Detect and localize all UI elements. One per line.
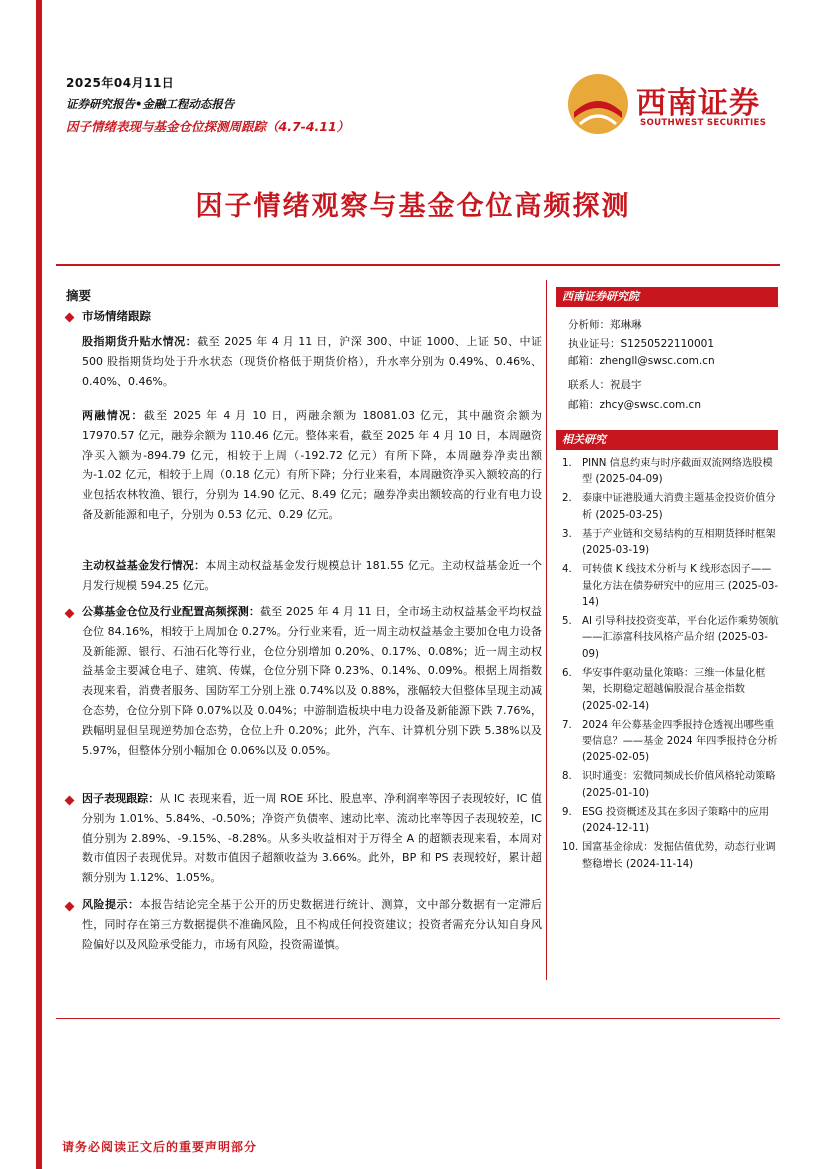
list-item[interactable]: 8. 识时通变：宏微同频成长价值风格轮动策略 (2025-01-10): [562, 771, 776, 799]
issuance-text: 本周主动权益基金发行规模总计 181.55 亿元。主动权益基金近一个月发行规模 594.25 亿元。: [82, 559, 543, 592]
position-label: 公募基金仓位及行业配置高频探测：: [82, 605, 261, 618]
factor-text: 从 IC 表现来看，近一周 ROE 环比、股息率、净利润率等因子表现较好，IC 值分别为 1.01%、5.84%、-0.50%；净资产负债率、速动比率、流动比率等因子表现较差，IC 值分别为 2.89%、-9.15%、-8.28%。从多头收益相对于万得全 A 的超额表现来看，本周对数市值因子表现优异。对数市值因子超额收益为 3.66%。此外，BP 和 PS 表现较好，累计超额分别为 1.12%、1.05%。: [82, 792, 542, 885]
list-item[interactable]: 5. AI 引导科技投资变革，平台化运作乘势领航——汇添富科技风格产品介绍 (2025-03-09): [562, 616, 779, 660]
factor-label: 因子表现跟踪：: [82, 792, 160, 805]
analyst-line: 分析师：郑琳琳: [568, 319, 642, 331]
position-text: 截至 2025 年 4 月 11 日，全市场主动权益基金平均权益仓位 84.16%，相较于上周加仓 0.27%。分行业来看，近一周主动权益基金主要加仓电力设备及新能源、银行、石油石化等行业，仓位分别增加 0.20%、0.17%、0.08%；近一周主动权益基金主要减仓电子、建筑、传媒，仓位分别下降 0.23%、0.14%、0.09%。根据上周指数表现来看，消费者服务、国防军工分别上涨 0.74%以及 0.88%，涨幅较大但整体呈现主动减仓态势，仓位分别下降 0.07%以及 0.04%；中游制造板块中电力设备及新能源下跌 7.76%，跌幅明显但呈现逆势加仓态势，仓位上升 0.20%；此外，汽车、计算机分别下跌 5.38%以及 5.97%，但整体分别小幅加仓 0.06%以及 0.05%。: [82, 605, 543, 757]
email1-link[interactable]: zhengll@swsc.com.cn: [599, 355, 715, 367]
southwest-securities-logo-icon: [566, 72, 630, 136]
list-item[interactable]: 3. 基于产业链和交易结构的互相期货择时框架 (2025-03-19): [562, 528, 776, 557]
footer-divider: [56, 1018, 780, 1019]
issuance-paragraph: [82, 556, 542, 596]
list-item[interactable]: 6. 华安事件驱动量化策略：三维一体量化框架，长期稳定超越偏股混合基金指数 (2025-02-14): [562, 667, 766, 712]
list-item[interactable]: 1. PINN 信息约束与时序截面双流网络选股模型 (2025-04-09): [562, 458, 773, 486]
futures-text: 截至 2025 年 4 月 11 日，沪深 300、中证 1000、上证 50、中证 500 股指期货均处于升水状态（现货价格低于期货价格），升水率分别为 0.49%、0.46%、0.40%、0.46%。: [82, 335, 543, 388]
title-divider: [56, 264, 780, 266]
bullet-icon: [65, 796, 75, 806]
report-date: 2025年04月11日: [66, 76, 175, 90]
list-item[interactable]: 9. ESG 投资概述及其在多因子策略中的应用 (2024-12-11): [562, 806, 770, 835]
list-item[interactable]: 7. 2024 年公募基金四季报持仓透视出哪些重要信息？——基金 2024 年四季报持仓分析 (2025-02-05): [562, 719, 778, 764]
page-title: 因子情绪观察与基金仓位高频探测: [195, 191, 631, 222]
margin-text: 截至 2025 年 4 月 10 日，两融余额为 18081.03 亿元，其中融资余额为 17970.57 亿元，融券余额为 110.46 亿元。整体来看，截至 2025 年 4 月 10 日，本周融资净买入额为-894.79 亿元，相较于上周（-192.72 亿元）有所下降，本周融券净卖出额为-1.02 亿元，相较于上周（0.18 亿元）有所下降；分行业来看，本周融资净买入额较高的行业包括农林牧渔、银行，分别为 14.90 亿元、8.49 亿元；融券净卖出额较高的行业有电力设备及新能源和电子，分别为 0.53 亿元、0.29 亿元。: [82, 409, 542, 521]
contact-line: 联系人：祝晨宇: [568, 379, 642, 391]
list-item[interactable]: 4. 可转债 K 线技术分析与 K 线形态因子——量化方法在债券研究中的应用三 (2025-03-14): [562, 564, 779, 609]
bullet-icon: [65, 609, 75, 619]
margin-paragraph: [82, 406, 542, 525]
futures-paragraph: [82, 332, 542, 391]
list-item[interactable]: 2. 泰康中证港股通大消费主题基金投资价值分析 (2025-03-25): [562, 493, 776, 521]
logo-name-cn: 西南证券: [636, 86, 760, 121]
related-header: 相关研究: [556, 430, 778, 450]
related-list: [562, 456, 780, 876]
factor-paragraph: [82, 789, 542, 888]
logo-name-en: SOUTHWEST SECURITIES: [640, 118, 767, 128]
list-item[interactable]: 10. 国富基金徐成：发掘估值优势，动态行业调整稳增长 (2024-11-14): [562, 842, 776, 870]
left-accent-bar: [36, 0, 42, 1169]
risk-text: 本报告结论完全基于公开的历史数据进行统计、测算，文中部分数据有一定滞后性，同时存在第三方数据提供不准确风险，且不构成任何投资建议；投资者需充分认知自身风险偏好以及风险承受能力，市场有风险，投资需谨慎。: [82, 898, 543, 951]
market-heading: 市场情绪跟踪: [82, 309, 151, 323]
report-type: 证券研究报告•金融工程动态报告: [66, 97, 235, 111]
issuance-label: 主动权益基金发行情况：: [82, 559, 206, 572]
margin-label: 两融情况：: [82, 409, 144, 422]
futures-label: 股指期货升贴水情况：: [82, 335, 198, 348]
email2-link[interactable]: zhcy@swsc.com.cn: [599, 399, 701, 411]
email1-line: 邮箱：zhengll@swsc.com.cn: [568, 355, 715, 367]
report-subtitle: 因子情绪表现与基金仓位探测周跟踪（4.7-4.11）: [66, 119, 350, 134]
position-paragraph: [82, 602, 542, 760]
column-divider: [546, 280, 547, 980]
bullet-icon: [65, 313, 75, 323]
abstract-heading: 摘要: [66, 288, 92, 303]
institute-header: 西南证券研究院: [556, 287, 778, 307]
footer-disclaimer: 请务必阅读正文后的重要声明部分: [62, 1140, 258, 1154]
risk-label: 风险提示：: [82, 898, 140, 911]
bullet-icon: [65, 902, 75, 912]
cert-line: 执业证号：S1250522110001: [568, 338, 715, 350]
risk-paragraph: [82, 895, 542, 954]
email2-line: 邮箱：zhcy@swsc.com.cn: [568, 399, 701, 411]
